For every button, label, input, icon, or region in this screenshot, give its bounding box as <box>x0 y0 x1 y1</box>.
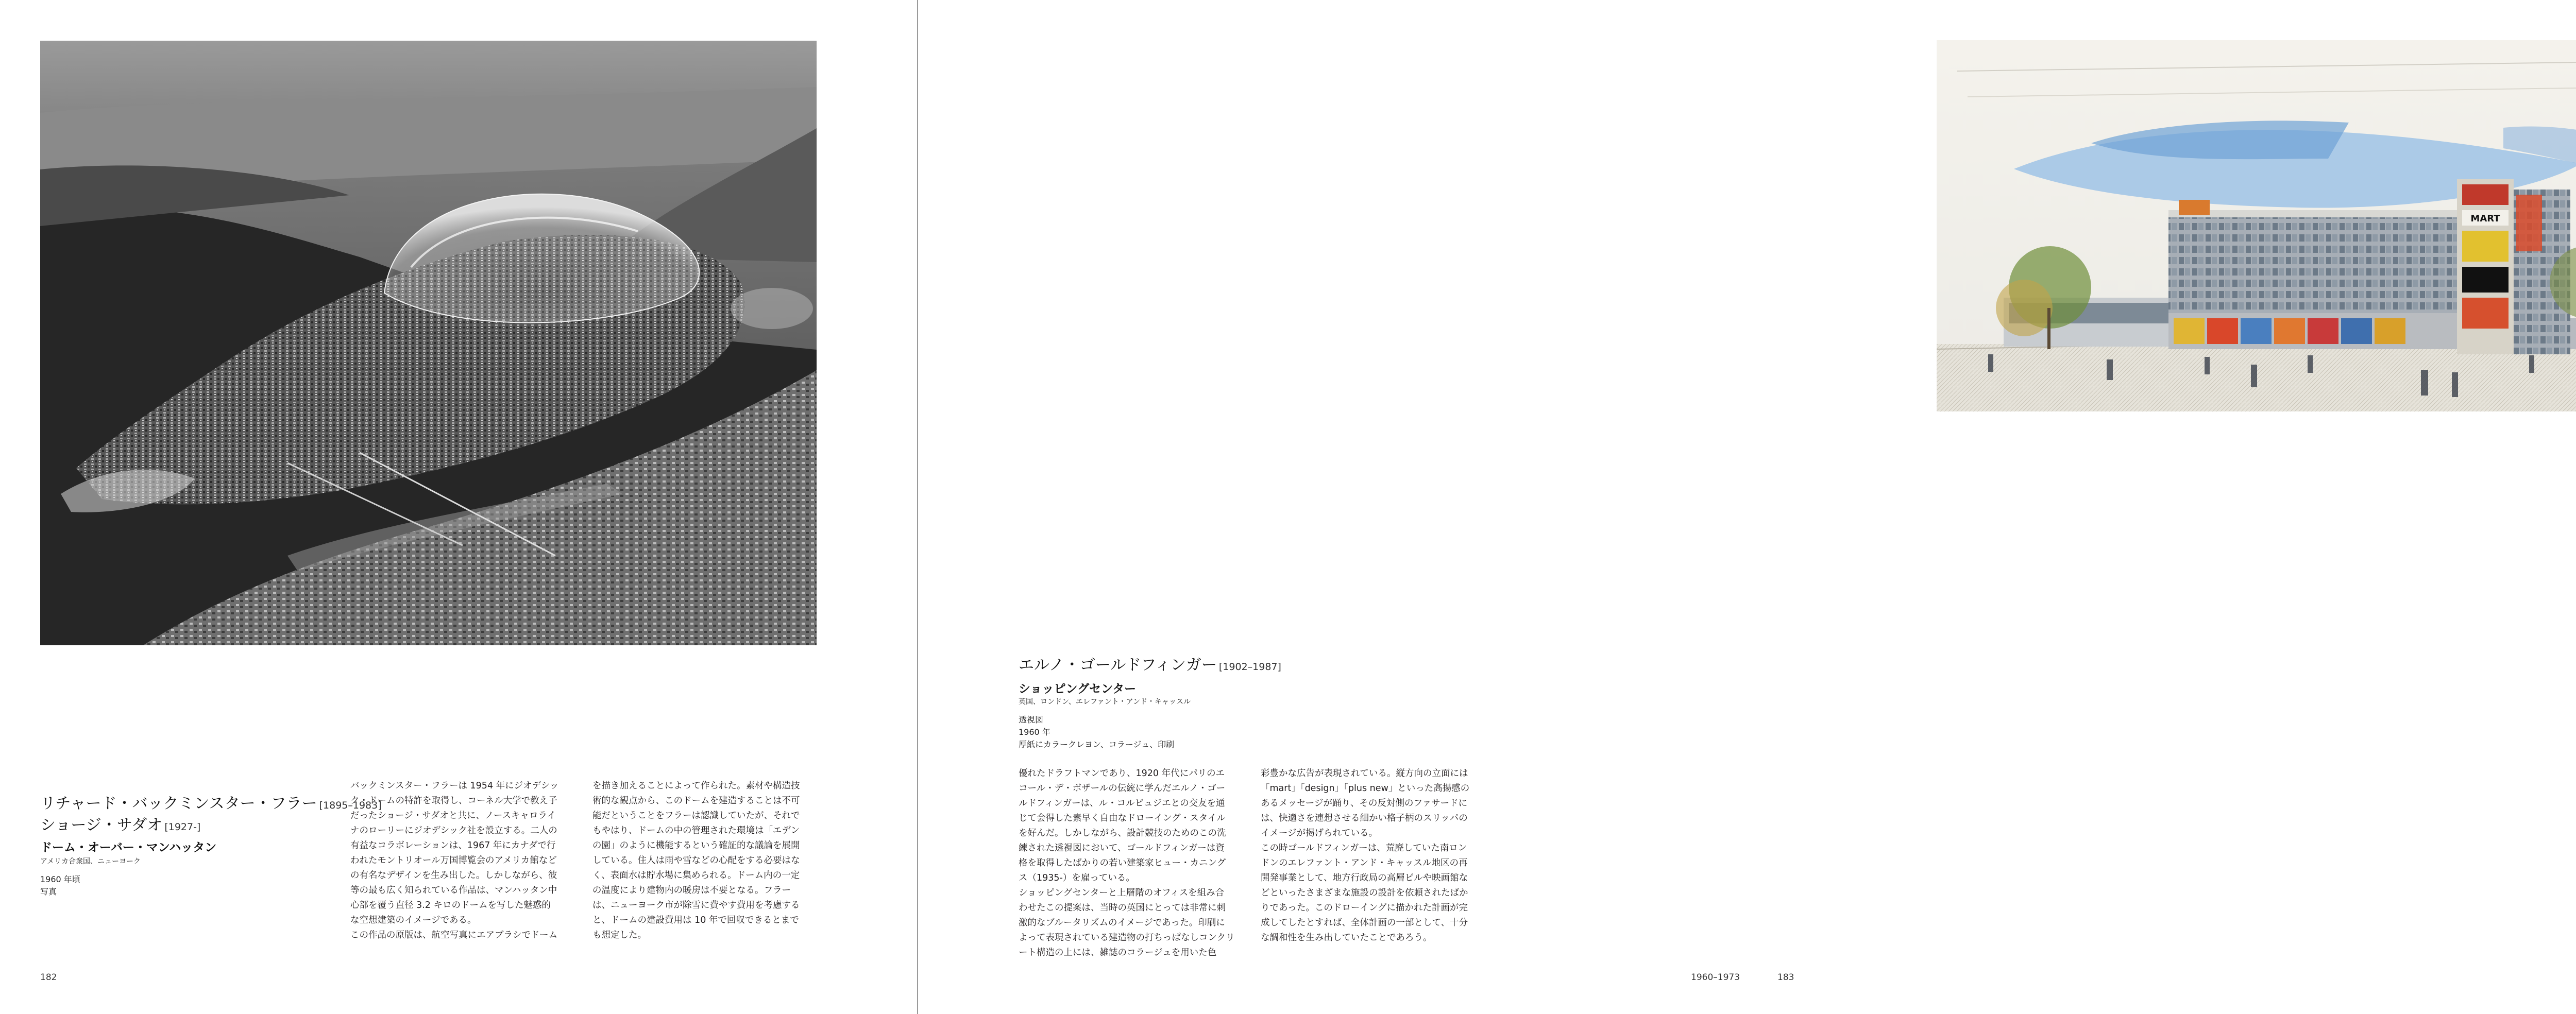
text-line: している。住人は雨や雪などの心配をする必要はな <box>592 855 800 866</box>
text-line: も想定した。 <box>592 930 647 940</box>
text-line: 格を取得したばかりの若い建築家ヒュー・カニング <box>1019 858 1226 868</box>
text-line: ス（1935-）を雇っている。 <box>1019 873 1135 883</box>
text-line: 能だということをフラーは認識していたが、それで <box>592 811 800 821</box>
dome-over-manhattan-photo <box>40 41 817 645</box>
work-medium: 写真 <box>40 887 57 897</box>
text-line: 心部を覆う直径 3.2 キロのドームを写した魅惑的 <box>350 900 551 910</box>
text-line: 激的なブルータリズムのイメージであった。印刷に <box>1019 918 1225 928</box>
page-number-left: 182 <box>40 972 57 983</box>
body-column-1 <box>1019 766 1240 960</box>
text-line: ナのローリーにジオデシック社を設立する。二人の <box>350 826 557 836</box>
text-line: 「mart」「design」「plus new」といった高揚感の <box>1261 783 1470 794</box>
text-line: な調和性を生み出していたことであろう。 <box>1261 933 1432 943</box>
text-line: よって表現されている建造物の打ちっぱなしコンクリ <box>1019 933 1235 943</box>
artist-dates: [1895–1983] <box>319 800 382 811</box>
text-line: われたモントリオール万国博覧会のアメリカ館など <box>350 855 557 866</box>
text-line: ルドフィンガーは、ル・コルビュジエとの交友を通 <box>1019 798 1225 809</box>
text-line: と、ドームの建設費用は 10 年で回収できるとまで <box>592 915 799 925</box>
work-date: 1960 年 <box>1019 727 1050 737</box>
text-line: ショッピングセンターと上層階のオフィスを組み合 <box>1019 888 1225 898</box>
coartist-dates: [1927-] <box>164 821 201 833</box>
work-place: アメリカ合衆国、ニューヨーク <box>40 857 141 866</box>
text-line: コール・デ・ボザールの伝統に学んだエルノ・ゴー <box>1019 783 1226 794</box>
text-line: く、表面水は貯水場に集められる。ドーム内の一定 <box>592 870 800 881</box>
text-line: な空想建築のイメージである。 <box>350 915 477 925</box>
text-line: 等の最も広く知られている作品は、マンハッタン中 <box>350 885 557 896</box>
text-line: じて会得した素早く自由なドローイング・スタイル <box>1019 813 1226 823</box>
text-line: の温度により建物内の暖房は不要となる。フラー <box>592 885 791 896</box>
shopping-center-drawing <box>1937 40 2576 411</box>
text-line: 優れたドラフトマンであり、1920 年代にパリのエ <box>1019 768 1225 779</box>
text-line: 開発事業として、地方行政局の高層ビルや映画館な <box>1261 873 1468 883</box>
text-line: だったショージ・サダオと共に、ノースキャロライ <box>350 811 556 821</box>
body-column-2 <box>1261 766 1485 946</box>
running-head: 1960–1973 <box>1691 972 1740 983</box>
text-line: ドンのエレファント・アンド・キャッスル地区の再 <box>1261 858 1468 868</box>
text-line: りであった。このドローイングに描かれた計画が完 <box>1261 903 1468 913</box>
artist-heading <box>1019 655 1281 677</box>
text-line: 成してしたとすれば、全体計画の一部として、十分 <box>1261 918 1468 928</box>
text-line: は、快適さを連想させる細かい格子柄のスリッパの <box>1261 813 1468 823</box>
work-type: 透視図 <box>1019 715 1044 725</box>
left-page <box>0 0 917 1014</box>
body-column-1 <box>350 779 572 943</box>
text-line: もやはり、ドームの中の管理された環境は「エデン <box>592 826 800 836</box>
text-line: 練された透視図において、ゴールドフィンガーは資 <box>1019 843 1225 853</box>
text-line: の園」のように機能するという確証的な議論を展開 <box>592 840 800 851</box>
work-title: ショッピングセンター <box>1019 682 1137 696</box>
page-number-right: 183 <box>1777 972 1794 983</box>
text-line: ク・ドームの特許を取得し、コーネル大学で教え子 <box>350 796 557 806</box>
text-line: の有名なデザインを生み出した。しかしながら、彼 <box>350 870 557 881</box>
text-line: ート構造の上には、雑誌のコラージュを用いた色 <box>1019 948 1217 958</box>
text-line: は、ニューヨーク市が除雪に費やす費用を考慮する <box>592 900 800 910</box>
text-line: を描き加えることによって作られた。素材や構造技 <box>592 781 800 791</box>
mart-sign: MART <box>2470 213 2500 224</box>
coartist-heading <box>40 815 200 837</box>
text-line: を好んだ。しかしながら、設計競技のためのこの洗 <box>1019 828 1226 838</box>
text-line: あるメッセージが踊り、その反対側のファサードに <box>1261 798 1468 809</box>
text-line: どといったさまざまな施設の設計を依頼されたばか <box>1261 888 1468 898</box>
text-line: イメージが掲げられている。 <box>1261 828 1378 838</box>
work-title: ドーム・オーバー・マンハッタン <box>40 841 217 854</box>
text-line: 術的な観点から、このドームを建造することは不可 <box>592 796 800 806</box>
work-place: 英国、ロンドン、エレファント・アンド・キャッスル <box>1019 698 1191 706</box>
artist-dates: [1902–1987] <box>1218 661 1281 673</box>
artist-heading <box>40 794 382 816</box>
artist-name: エルノ・ゴールドフィンガー <box>1019 656 1217 674</box>
text-line: 彩豊かな広告が表現されている。縦方向の立面には <box>1261 768 1468 779</box>
work-date: 1960 年頃 <box>40 874 80 884</box>
text-line: わせたこの提案は、当時の英国にとっては非常に刺 <box>1019 903 1226 913</box>
text-line: 有益なコラボレーションは、1967 年にカナダで行 <box>350 840 556 851</box>
artist-name: リチャード・バックミンスター・フラー <box>40 795 317 813</box>
coartist-name: ショージ・サダオ <box>40 816 163 834</box>
body-column-2 <box>592 779 817 943</box>
text-line: この作品の原版は、航空写真にエアブラシでドーム <box>350 930 558 940</box>
work-medium: 厚紙にカラークレヨン、コラージュ、印刷 <box>1019 740 1175 749</box>
text-line: この時ゴールドフィンガーは、荒廃していた南ロン <box>1261 843 1467 853</box>
right-page <box>918 0 2500 1014</box>
text-line: バックミンスター・フラーは 1954 年にジオデシッ <box>350 781 559 791</box>
